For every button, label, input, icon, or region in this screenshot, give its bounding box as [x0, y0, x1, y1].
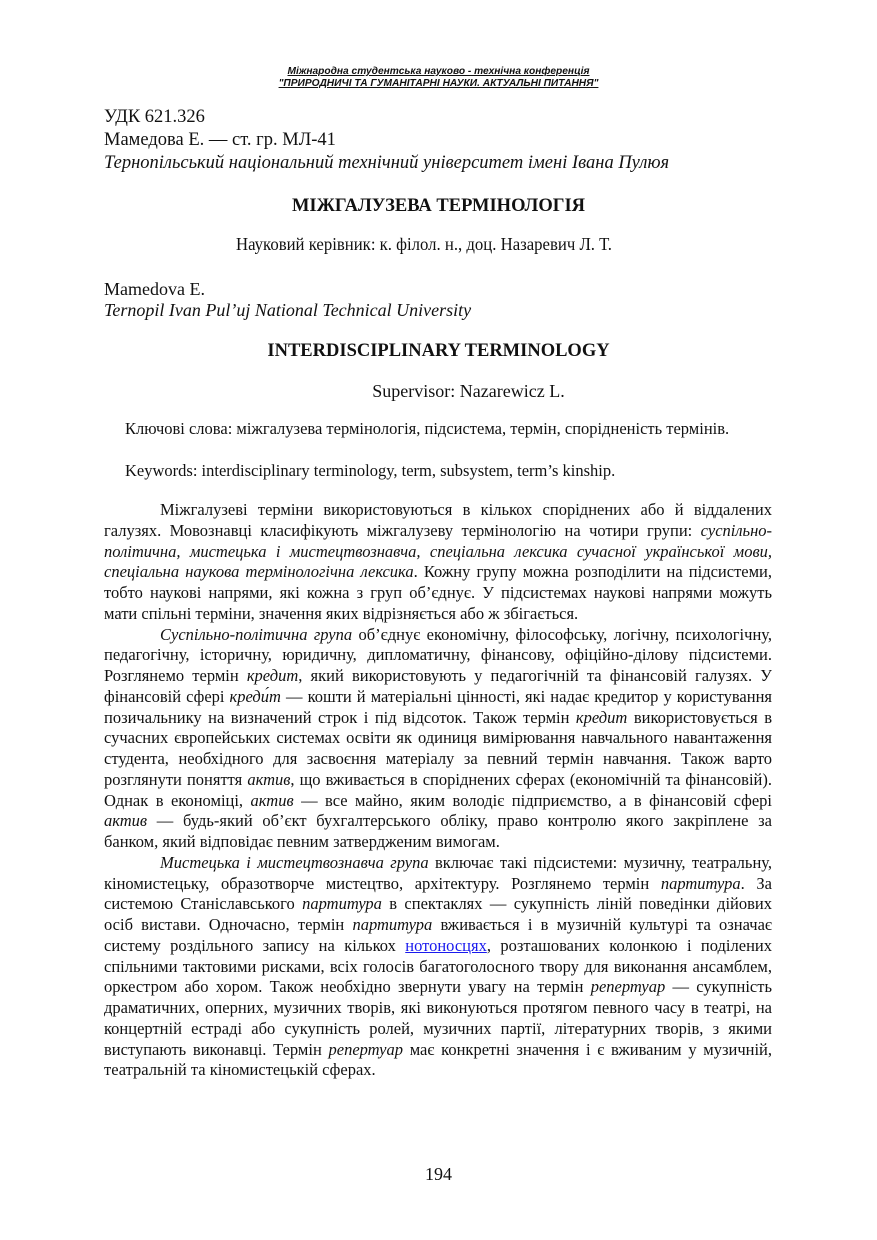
- conference-name: Міжнародна студентська науково - технічна конференція: [287, 66, 590, 77]
- text-run: . За системою Станіславського: [104, 873, 772, 914]
- text-run: включає такі підсистеми: музичну, театральну, кіномистецьку, образотворче мистецтво, архітектуру. Розглянемо термін: [104, 852, 772, 893]
- italic-term: партитура: [660, 873, 741, 893]
- title-ua: МІЖГАЛУЗЕВА ТЕРМІНОЛОГІЯ: [291, 196, 586, 216]
- italic-term: Мистецька і мистецтвознавча група: [160, 852, 429, 872]
- paragraph: [104, 500, 772, 625]
- conference-header: [0, 66, 877, 90]
- text-run: в спектаклях — сукупність ліній поведінки дійових осіб вистави. Одночасно, термін: [104, 894, 772, 934]
- text-run: — сукупність драматичних, оперних, музичних творів, які виконуються протягом певного часу в театрі, на концертній естраді або сукупність ролей, музичних партії, літературних творів, з якими виступають виконавці. Термін: [104, 977, 772, 1059]
- page-number: 194: [425, 1164, 452, 1184]
- italic-term: актив: [250, 790, 294, 810]
- text-run: використовується в сучасних європейських системах освіти як одиниця вимірювання навчального навантаження студента, необхідного для засвоєння матеріалу за певний термін навчання. Також варто розглянути поняття: [104, 707, 773, 789]
- body-text: [104, 500, 772, 1081]
- text-run: . Кожну групу можна розподілити на підсистеми, тобто наукові напрями, які кожна з груп об’єднує. У підсистемах наукові напрями можуть мати спільні терміни, значення яких відрізняється або ж збігається.: [104, 562, 773, 623]
- text-run: , який використовують у педагогічній та фінансовій галузях. У фінансовій сфері: [104, 666, 772, 706]
- italic-term: суспільно-політична, мистецька і мистецтвознавча, спеціальна лексика сучасної української мови, спеціальна наукова термінологічна лексика: [104, 520, 772, 582]
- paragraph: [104, 853, 772, 1081]
- supervisor-en: Supervisor: Nazarewicz L.: [372, 381, 565, 401]
- university-ua: Тернопільський національний технічний університет імені Івана Пулюя: [104, 153, 670, 173]
- text-run: має конкретні значення і є вживаним у музичній, театральній та кіномистецькій сферах.: [104, 1039, 772, 1080]
- text-run: — кошти й матеріальні цінності, які надає кредитор у користування позичальнику на визначений строк і під відсоток. Також термін: [104, 686, 772, 727]
- conference-theme: "ПРИРОДНИЧІ ТА ГУМАНІТАРНІ НАУКИ. АКТУАЛЬНІ ПИТАННЯ": [278, 78, 599, 89]
- italic-term: Суспільно-політична група: [160, 624, 353, 644]
- text-run: — все майно, яким володіє підприємство, а в фінансовій сфері: [293, 790, 772, 810]
- text-run: вживається і в музичній культурі та означає систему роздільного запису на кількох: [104, 915, 772, 955]
- supervisor-ua: Науковий керівник: к. філол. н., доц. Назаревич Л. Т.: [236, 234, 612, 254]
- text-run: , розташованих колонкою і поділених спільними тактовими рисками, всіх голосів багатоголосного твору для виконання ансамблем, оркестром або хором. Також необхідно звернути увагу на термін: [104, 935, 772, 997]
- italic-term: актив: [104, 811, 148, 831]
- italic-term: кредит: [246, 666, 299, 685]
- italic-term: актив: [247, 769, 291, 789]
- udk-code: УДК 621.326: [104, 107, 205, 127]
- text-run: , що вживається в споріднених сферах (економічній та фінансовій). Однак в економіці,: [104, 769, 772, 810]
- italic-term: кредит: [575, 707, 628, 727]
- keywords-en: Keywords: interdisciplinary terminology, term, subsystem, term’s kinship.: [125, 461, 616, 480]
- paragraph: [104, 625, 772, 853]
- university-en: Ternopil Ivan Pul’uj National Technical University: [104, 300, 472, 320]
- italic-term: креди́т: [229, 686, 281, 706]
- italic-term: партитура: [302, 894, 382, 914]
- author-en: Mamedova E.: [104, 279, 205, 299]
- text-run: — будь-який об’єкт бухгалтерського обліку, право контролю якого закріплене за банком, який відповідає певним затвердженим вимогам.: [104, 811, 772, 851]
- title-en: INTERDISCIPLINARY TERMINOLOGY: [267, 341, 610, 361]
- hyperlink[interactable]: нотоносцях: [405, 935, 487, 955]
- text-run: Міжгалузеві терміни використовуються в кількох споріднених або й віддалених галузях. Мовознавці класифікують міжгалузеву термінологію на чотири групи:: [104, 500, 772, 540]
- italic-term: партитура: [352, 915, 433, 934]
- italic-term: репертуар: [590, 977, 666, 997]
- author-ua: Мамедова Е. — ст. гр. МЛ-41: [104, 130, 336, 150]
- text-run: об’єднує економічну, філософську, логічну, психологічну, педагогічну, історичну, юридичну, дипломатичну, фінансову, офіційно-ділову підсистеми. Розглянемо термін: [104, 624, 772, 685]
- italic-term: репертуар: [328, 1039, 404, 1059]
- keywords-ua: Ключові слова: міжгалузева термінологія, підсистема, термін, спорідненість термінів.: [125, 419, 730, 438]
